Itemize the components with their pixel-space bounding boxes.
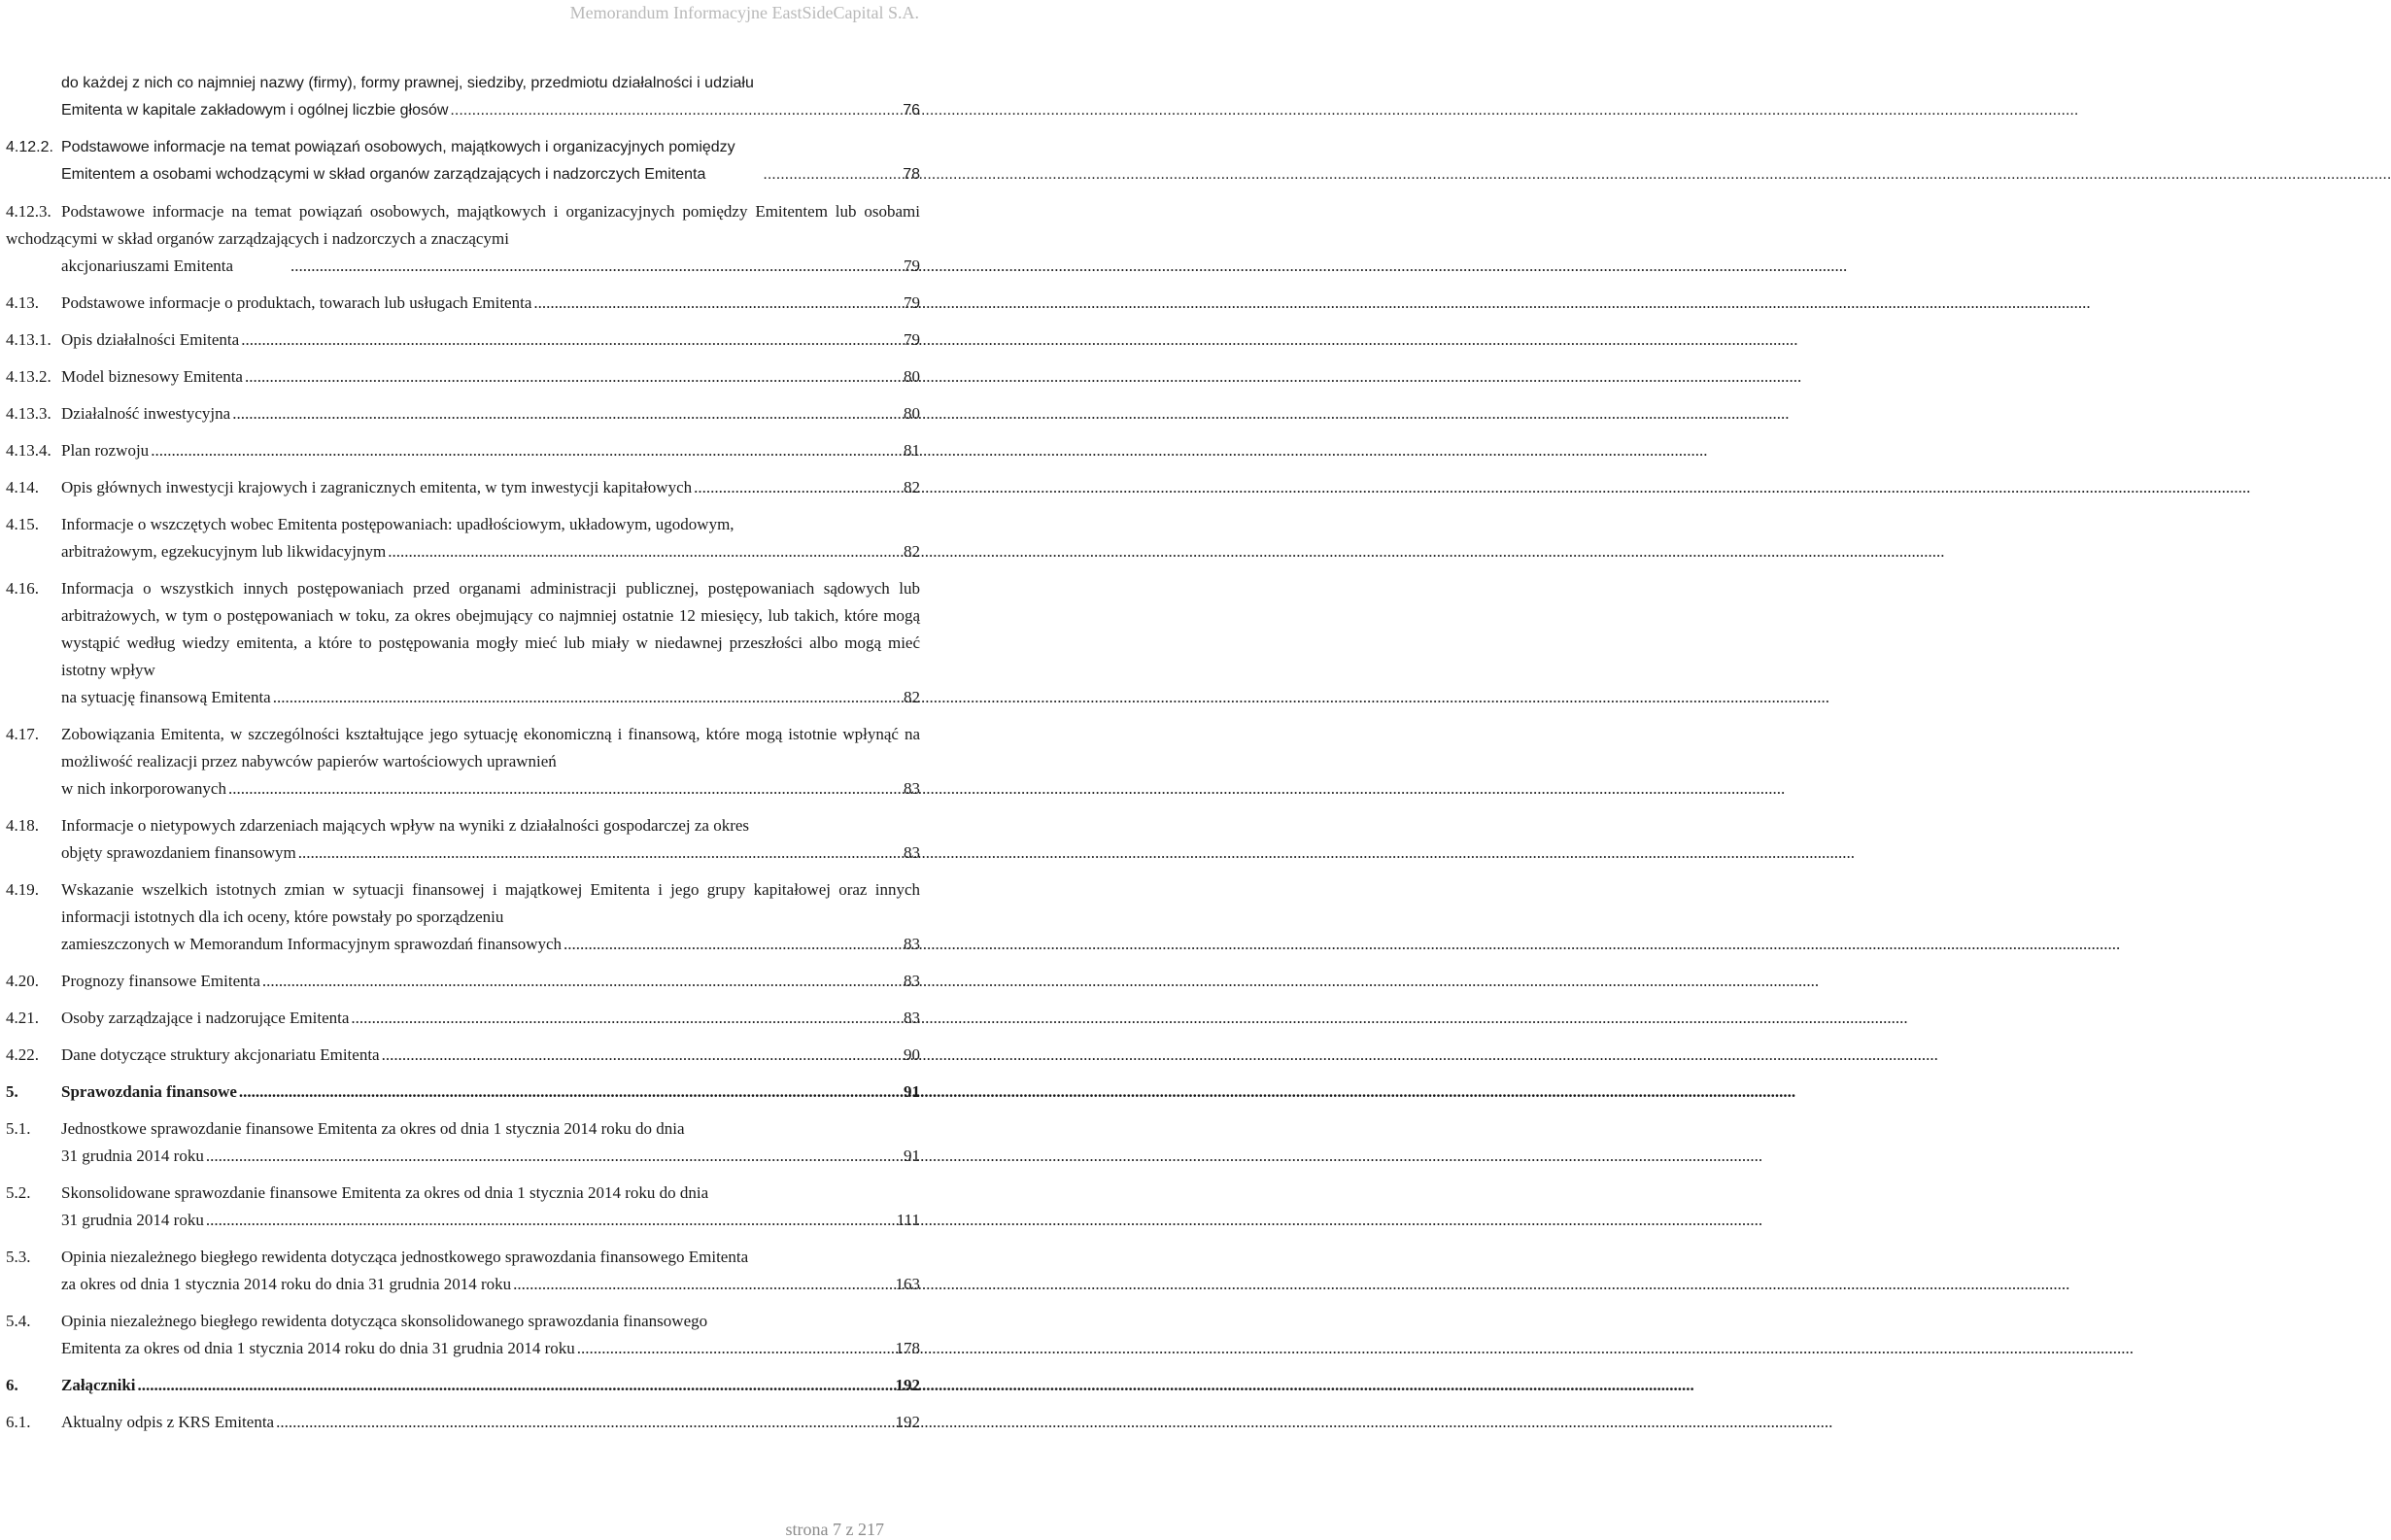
toc-entry-title-end: Model biznesowy Emitenta xyxy=(61,367,243,386)
toc-entry[interactable] xyxy=(6,1115,920,1170)
toc-entry-last-line xyxy=(61,97,920,124)
toc-entry-title-line: to postępowania mogły mieć lub miały w niedawnej przeszłości albo mogą mieć istotny wpływ xyxy=(61,633,921,679)
dot-leader xyxy=(577,1335,894,1362)
toc-entry-title xyxy=(61,511,920,565)
toc-entry-page-number[interactable]: 83 xyxy=(904,779,920,798)
toc-entry-number: 5.1. xyxy=(6,1119,31,1138)
toc-entry-page-number[interactable]: 111 xyxy=(896,1211,920,1229)
toc-entry[interactable] xyxy=(6,1042,920,1069)
toc-entry-title-end: Opis działalności Emitenta xyxy=(61,330,240,349)
toc-entry-page-number[interactable]: 178 xyxy=(895,1339,920,1357)
toc-entry-title-end: Aktualny odpis z KRS Emitenta xyxy=(61,1413,275,1431)
toc-entry-number: 4.17. xyxy=(6,725,39,743)
toc-entry-title-line: Skonsolidowane sprawozdanie finansowe Emitenta za okres od dnia 1 stycznia 2014 roku do dnia xyxy=(61,1183,709,1202)
toc-entry-last-line xyxy=(61,775,920,803)
toc-entry-title-end: objęty sprawozdaniem finansowym xyxy=(61,843,296,862)
toc-entry-page-number[interactable]: 82 xyxy=(904,688,920,706)
toc-entry-page-number[interactable]: 82 xyxy=(904,478,920,496)
dot-leader xyxy=(206,1207,895,1234)
toc-entry-last-line xyxy=(61,1271,920,1298)
toc-entry-title-line: Informacje o nietypowych zdarzeniach mających wpływ na wyniki z działalności gospodarczej za okres xyxy=(61,816,750,835)
running-header: Memorandum Informacyjne EastSideCapital S.A. xyxy=(569,3,919,22)
toc-entry-title-end: 31 grudnia 2014 roku xyxy=(61,1211,204,1229)
toc-entry[interactable] xyxy=(6,876,920,958)
toc-entry-number: 4.21. xyxy=(6,1009,39,1027)
toc-entry-title xyxy=(61,290,920,317)
toc-entry-title-line: Opinia niezależnego biegłego rewidenta dotycząca jednostkowego sprawozdania finansowego Emitenta xyxy=(61,1248,749,1266)
toc-entry[interactable] xyxy=(6,400,920,428)
toc-entry[interactable] xyxy=(6,721,920,803)
toc-entry-title-end: zamieszczonych w Memorandum Informacyjnym sprawozdań finansowych xyxy=(61,935,563,953)
toc-entry-title-end: za okres od dnia 1 stycznia 2014 roku do dnia 31 grudnia 2014 roku xyxy=(61,1275,512,1293)
toc-entry-page-number[interactable]: 192 xyxy=(895,1376,920,1394)
toc-entry-title-end: arbitrażowym, egzekucyjnym lub likwidacyjnym xyxy=(61,542,387,561)
dot-leader xyxy=(298,839,902,867)
toc-entry-title-end: Działalność inwestycyjna xyxy=(61,404,231,423)
toc-entry-number: 4.15. xyxy=(6,515,39,533)
toc-entry-title-line: Informacje o wszczętych wobec Emitenta postępowaniach: upadłościowym, układowym, ugodowym, xyxy=(61,515,734,533)
toc-entry-page-number[interactable]: 91 xyxy=(904,1146,920,1165)
toc-entry-number: 4.12.2. xyxy=(6,139,53,155)
toc-entry[interactable] xyxy=(6,134,920,188)
toc-entry-last-line xyxy=(61,1042,920,1069)
toc-entry-number: 5. xyxy=(6,1082,18,1101)
toc-entry-last-line xyxy=(61,538,920,565)
toc-entry-title-end: Emitenta za okres od dnia 1 stycznia 2014 roku do dnia 31 grudnia 2014 roku xyxy=(61,1339,575,1357)
toc-entry-number: 4.13.4. xyxy=(6,441,51,460)
toc-entry-title-end: Załączniki xyxy=(61,1376,136,1394)
toc-entry-last-line xyxy=(61,437,920,464)
toc-entry-number: 4.22. xyxy=(6,1045,39,1064)
toc-entry-title xyxy=(61,1078,920,1106)
dot-leader xyxy=(273,684,902,711)
toc-entry-title-line: Zobowiązania Emitenta, w szczególności kształtujące jego sytuację ekonomiczną i finansową, które xyxy=(61,725,740,743)
toc-entry-last-line xyxy=(61,1207,920,1234)
toc-entry-title xyxy=(61,400,920,428)
dot-leader xyxy=(138,1372,894,1399)
toc-entry-title xyxy=(61,721,920,803)
toc-entry-last-line xyxy=(61,363,920,391)
dot-leader xyxy=(239,1078,902,1106)
toc-entry-last-line xyxy=(61,1372,920,1399)
toc-entry-number: 4.13.2. xyxy=(6,367,51,386)
toc-entry-last-line xyxy=(61,1005,920,1032)
dot-leader xyxy=(564,931,902,958)
toc-entry-title-end: na sytuację finansową Emitenta xyxy=(61,688,271,706)
toc-entry-number: 5.2. xyxy=(6,1183,31,1202)
toc-entry-last-line xyxy=(61,474,920,501)
toc-entry-page-number[interactable]: 91 xyxy=(904,1082,920,1101)
toc-entry-last-line xyxy=(61,684,920,711)
toc-entry-title-end: Sprawozdania finansowe xyxy=(61,1082,237,1101)
toc-entry-last-line xyxy=(61,1335,920,1362)
toc-entry-title xyxy=(61,1180,920,1234)
toc-entry-last-line xyxy=(61,290,920,317)
toc-entry-page-number[interactable]: 76 xyxy=(903,102,920,119)
page-number-footer: strona 7 z 217 xyxy=(785,1520,884,1539)
toc-entry[interactable] xyxy=(6,1244,920,1298)
toc-entry-number: 6. xyxy=(6,1376,18,1394)
toc-entry-last-line xyxy=(61,968,920,995)
dot-leader xyxy=(245,363,902,391)
toc-entry-title-line: Podstawowe informacje na temat powiązań osobowych, majątkowych i organizacyjnych pomiędzy xyxy=(61,139,735,155)
toc-entry-title-end: Osoby zarządzające i nadzorujące Emitenta xyxy=(61,1009,350,1027)
toc-entry-page-number[interactable]: 80 xyxy=(904,367,920,386)
toc-entry[interactable] xyxy=(6,437,920,464)
toc-entry-number: 4.19. xyxy=(6,880,39,899)
toc-entry-title-end: akcjonariuszami Emitenta xyxy=(61,257,234,275)
toc-entry-page-number[interactable]: 83 xyxy=(904,972,920,990)
toc-entry-title-end: Prognozy finansowe Emitenta xyxy=(61,972,260,990)
toc-entry-last-line xyxy=(61,1143,920,1170)
dot-leader xyxy=(151,437,902,464)
toc-entry[interactable] xyxy=(6,1078,920,1106)
toc-entry-page-number[interactable]: 81 xyxy=(904,441,920,460)
toc-entry-last-line xyxy=(6,161,920,188)
toc-entry-number: 4.20. xyxy=(6,972,39,990)
dot-leader xyxy=(450,97,901,124)
toc-entry-title-line: Informacja o wszystkich innych postępowaniach przed organami administracji publicznej, xyxy=(61,579,700,598)
toc-entry-page-number[interactable]: 192 xyxy=(895,1413,920,1431)
toc-entry-page-number[interactable]: 83 xyxy=(904,935,920,953)
toc-entry-title xyxy=(6,198,920,280)
toc-entry-number: 4.14. xyxy=(6,478,39,496)
toc-entry-last-line xyxy=(61,839,920,867)
toc-entry-title xyxy=(61,326,920,354)
toc-entry-title-line: postępowaniach sądowych lub arbitrażowych, w tym o postępowaniach w toku, za okres obejmujący xyxy=(61,579,921,625)
dot-leader xyxy=(388,538,902,565)
toc-entry-title-line: Jednostkowe sprawozdanie finansowe Emitenta za okres od dnia 1 stycznia 2014 roku do dnia xyxy=(61,1119,685,1138)
dot-leader xyxy=(241,326,902,354)
dot-leader xyxy=(694,474,902,501)
toc-entry-title xyxy=(61,1244,920,1298)
toc-entry-title xyxy=(61,437,920,464)
toc-entry-page-number[interactable]: 163 xyxy=(895,1275,920,1293)
toc-entry[interactable] xyxy=(6,363,920,391)
dot-leader xyxy=(228,775,902,803)
toc-entry-title-line: do każdej z nich co najmniej nazwy (firmy), formy prawnej, siedziby, przedmiotu działalności i udziału xyxy=(61,75,754,91)
toc-entry-title-line: Wskazanie wszelkich istotnych zmian w sytuacji finansowej i majątkowej Emitenta i jego grupy xyxy=(61,880,746,899)
toc-entry-last-line xyxy=(61,1409,920,1436)
toc-entry-title-end: Plan rozwoju xyxy=(61,441,150,460)
toc-entry-title-end: w nich inkorporowanych xyxy=(61,779,226,798)
toc-entry-title-end: Podstawowe informacje o produktach, towarach lub usługach Emitenta xyxy=(61,293,532,312)
toc-entry[interactable] xyxy=(6,575,920,711)
toc-entry-title-line: Podstawowe informacje na temat powiązań osobowych, majątkowych i organizacyjnych pomiędzy xyxy=(61,202,748,221)
toc-entry-number: 6.1. xyxy=(6,1413,31,1431)
toc-entry-number: 4.13.1. xyxy=(6,330,51,349)
toc-entry-page-number[interactable]: 82 xyxy=(904,542,920,561)
toc-entry[interactable] xyxy=(6,1409,920,1436)
dot-leader xyxy=(707,161,845,188)
toc-entry-page-number[interactable]: 79 xyxy=(904,293,920,312)
toc-entry-page-number[interactable]: 83 xyxy=(904,1009,920,1027)
toc-entry-title xyxy=(61,968,920,995)
toc-entry-title xyxy=(61,363,920,391)
toc-entry[interactable] xyxy=(6,511,920,565)
toc-entry-title xyxy=(61,474,920,501)
toc-entry[interactable] xyxy=(6,812,920,867)
toc-entry[interactable] xyxy=(6,474,920,501)
toc-entry-title xyxy=(61,1308,920,1362)
toc-entry-number: 4.13. xyxy=(6,293,39,312)
toc-entry-number: 5.4. xyxy=(6,1312,31,1330)
toc-entry-title xyxy=(61,1409,920,1436)
dot-leader xyxy=(533,290,902,317)
toc-entry[interactable] xyxy=(6,1005,920,1032)
toc-entry-page-number[interactable]: 79 xyxy=(904,257,920,275)
toc-entry-title xyxy=(61,1372,920,1399)
toc-entry-title-line: Emitentem lub osobami wchodzącymi w skład organów zarządzających i nadzorczych a znaczącymi xyxy=(6,202,920,248)
dot-leader xyxy=(232,400,902,428)
toc-entry-last-line xyxy=(61,931,920,958)
toc-entry-title-line: mogą istotnie wpłynąć na możliwość realizacji przez nabywców papierów wartościowych uprawnień xyxy=(61,725,920,770)
toc-entry[interactable] xyxy=(6,290,920,317)
toc-entry-title xyxy=(61,876,920,958)
toc-entry-title xyxy=(61,1005,920,1032)
toc-entry-title xyxy=(61,1042,920,1069)
toc-entry-last-line xyxy=(61,1078,920,1106)
toc-entry-title xyxy=(61,1115,920,1170)
toc-entry-number: 4.16. xyxy=(6,579,39,598)
toc-entry-title xyxy=(61,70,920,124)
toc-entry-last-line xyxy=(61,400,920,428)
dot-leader xyxy=(235,253,846,280)
toc-entry-number: 4.13.3. xyxy=(6,404,51,423)
toc-entry-page-number[interactable]: 80 xyxy=(904,404,920,423)
dot-leader xyxy=(262,968,902,995)
toc-entry-page-number[interactable]: 83 xyxy=(904,843,920,862)
toc-entry-last-line xyxy=(6,253,920,280)
toc-entry-title-end: Emitentem a osobami wchodzącymi w skład organów zarządzających i nadzorczych Emitenta xyxy=(61,166,706,183)
toc-entry-title-end: Dane dotyczące struktury akcjonariatu Emitenta xyxy=(61,1045,380,1064)
toc-entry-title-end: Emitenta w kapitale zakładowym i ogólnej liczbie głosów xyxy=(61,102,449,119)
toc-entry-number: 4.18. xyxy=(6,816,39,835)
toc-entry-title xyxy=(6,134,920,188)
dot-leader xyxy=(276,1409,893,1436)
toc-entry[interactable] xyxy=(6,968,920,995)
toc-entry[interactable] xyxy=(6,326,920,354)
dot-leader xyxy=(351,1005,902,1032)
toc-entry-title-end: 31 grudnia 2014 roku xyxy=(61,1146,204,1165)
toc-entry-title-line: kapitałowej oraz innych informacji istotnych dla ich oceny, które powstały po sporządzeniu xyxy=(61,880,921,926)
table-of-contents xyxy=(6,70,920,1446)
toc-entry[interactable] xyxy=(6,1180,920,1234)
toc-entry-title-line: Opinia niezależnego biegłego rewidenta dotycząca skonsolidowanego sprawozdania finansowego xyxy=(61,1312,708,1330)
toc-entry-title xyxy=(61,575,920,711)
toc-entry[interactable] xyxy=(6,1308,920,1362)
toc-entry-page-number[interactable]: 90 xyxy=(904,1045,920,1064)
toc-entry-last-line xyxy=(61,326,920,354)
toc-entry[interactable] xyxy=(6,1372,920,1399)
dot-leader xyxy=(382,1042,902,1069)
toc-entry-page-number[interactable]: 78 xyxy=(903,166,920,183)
toc-entry-number: 5.3. xyxy=(6,1248,31,1266)
toc-entry-number: 4.12.3. xyxy=(6,202,51,221)
toc-entry-title-end: Opis głównych inwestycji krajowych i zagranicznych emitenta, w tym inwestycji kapitałowych xyxy=(61,478,693,496)
toc-entry[interactable] xyxy=(6,70,920,124)
toc-entry-title-line: co najmniej ostatnie 12 miesięcy, lub takich, które mogą wystąpić według wiedzy emitenta, a które xyxy=(61,606,920,652)
toc-entry-title xyxy=(61,812,920,867)
dot-leader xyxy=(206,1143,902,1170)
toc-entry-page-number[interactable]: 79 xyxy=(904,330,920,349)
dot-leader xyxy=(513,1271,893,1298)
toc-entry[interactable] xyxy=(6,198,920,280)
